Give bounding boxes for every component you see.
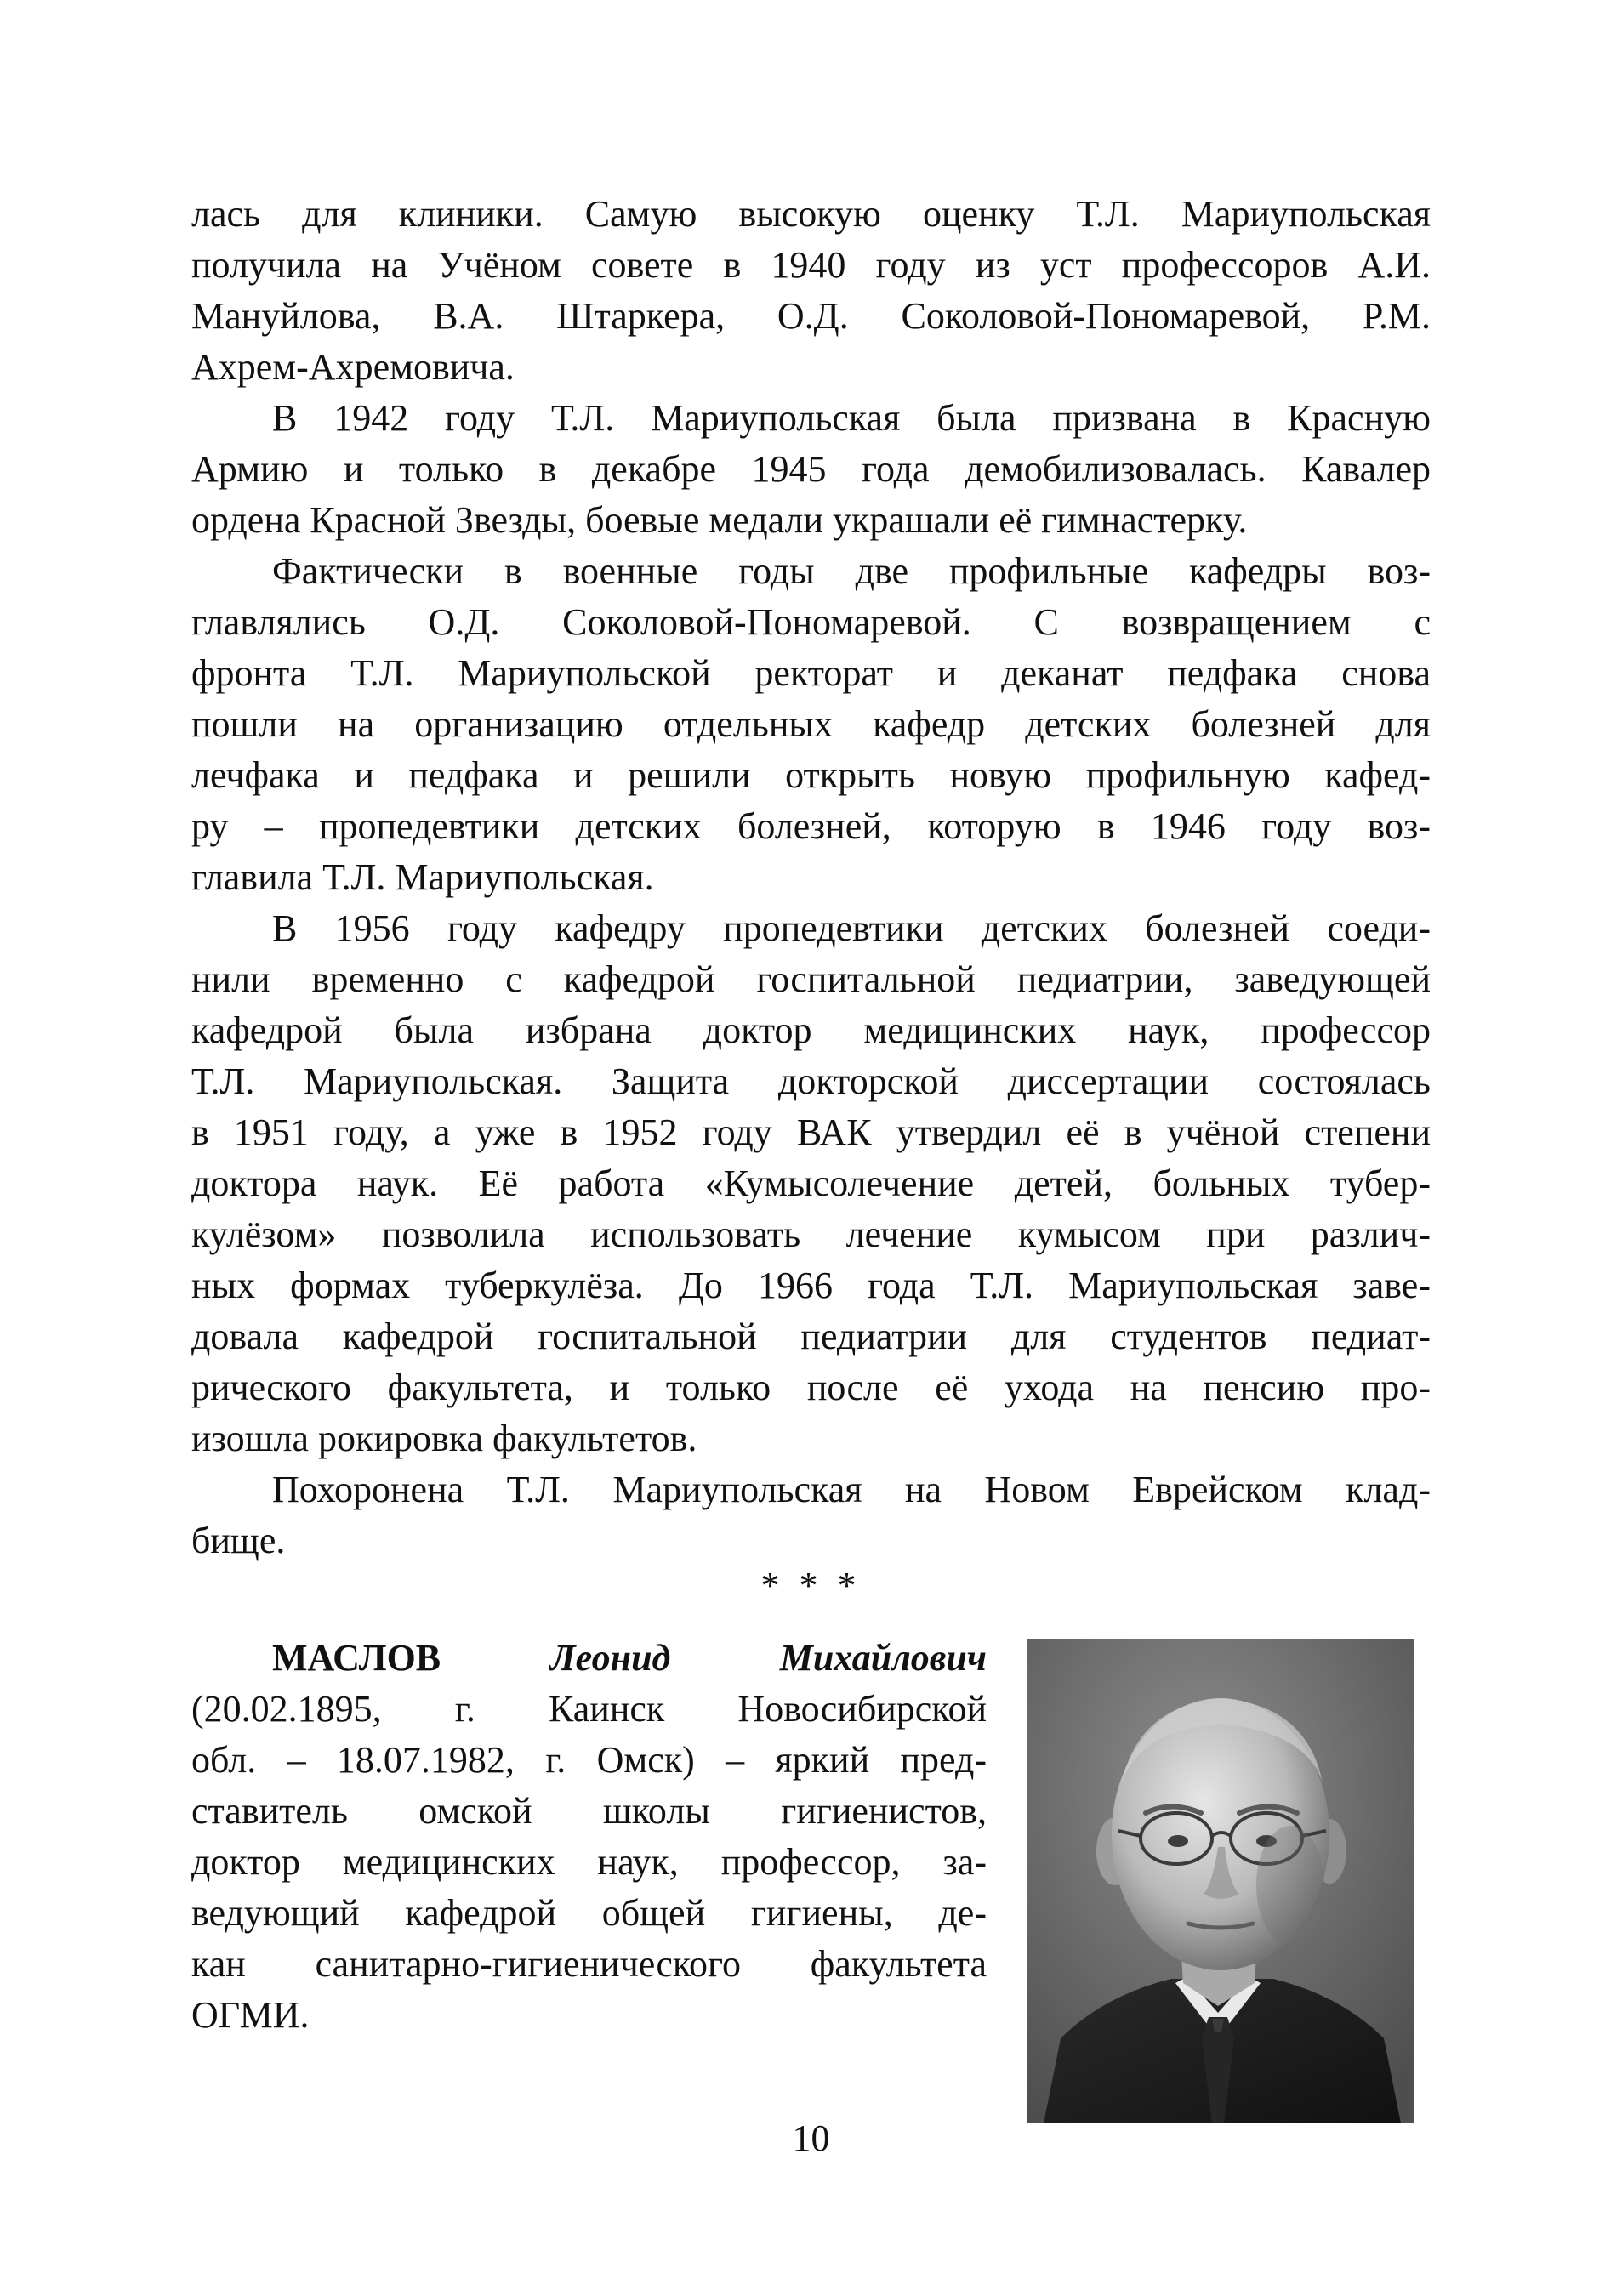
- portrait-photo: [1027, 1639, 1414, 2123]
- section-separator: * * *: [760, 1565, 862, 1606]
- text-line: нили временно с кафедрой госпитальной педиатрии, заведующей: [191, 958, 1431, 1000]
- text-line: главила Т.Л. Мариупольская.: [191, 856, 654, 898]
- text-line: Мануйлова, В.А. Штаркера, О.Д. Соколовой-Пономаревой, Р.М.: [191, 295, 1431, 337]
- text-line: Т.Л. Мариупольская. Защита докторской диссертации состоялась: [191, 1060, 1431, 1102]
- portrait-image: [1027, 1639, 1414, 2123]
- text-line: главлялись О.Д. Соколовой-Пономаревой. С возвращением с: [191, 601, 1431, 643]
- text-line: Похоронена Т.Л. Мариупольская на Новом Еврейском клад-: [272, 1469, 1431, 1510]
- paragraph-5: [191, 1464, 1431, 1566]
- paragraph-2: [191, 393, 1431, 546]
- text-line: ру – пропедевтики детских болезней, которую в 1946 году воз-: [191, 805, 1431, 847]
- text-line: пошли на организацию отдельных кафедр детских болезней для: [191, 703, 1431, 745]
- text-line: лечфака и педфака и решили открыть новую профильную кафед-: [191, 754, 1431, 796]
- text-line: доктора наук. Её работа «Кумысолечение детей, больных тубер-: [191, 1162, 1431, 1204]
- bio-line: ведующий кафедрой общей гигиены, де-: [191, 1892, 987, 1934]
- text-line: бище.: [191, 1520, 286, 1561]
- text-line: лась для клиники. Самую высокую оценку Т.Л. Мариупольская: [191, 193, 1431, 235]
- paragraph-4: [191, 903, 1431, 1464]
- text-line: рического факультета, и только после её ухода на пенсию про-: [191, 1367, 1431, 1408]
- text-line: в 1951 году, а уже в 1952 году ВАК утвердил её в учёной степени: [191, 1111, 1431, 1153]
- text-line: Ахрем-Ахремовича.: [191, 346, 515, 388]
- text-line: Армию и только в декабре 1945 года демобилизовалась. Кавалер: [191, 448, 1431, 490]
- main-text: [191, 189, 1431, 1566]
- bio-line: кан санитарно-гигиенического факультета: [191, 1943, 987, 1985]
- person-given-names: Леонид Михайлович: [549, 1637, 987, 1679]
- bio-line: ставитель омской школы гигиенистов,: [191, 1790, 987, 1832]
- text-line: ных формах туберкулёза. До 1966 года Т.Л. Мариупольская заве-: [191, 1265, 1431, 1306]
- text-line: В 1956 году кафедру пропедевтики детских болезней соеди-: [272, 907, 1431, 949]
- text-line: ордена Красной Звезды, боевые медали украшали её гимнастерку.: [191, 499, 1248, 541]
- biography-entry: [191, 1633, 987, 2041]
- person-surname: МАСЛОВ: [272, 1637, 441, 1679]
- text-line: довала кафедрой госпитальной педиатрии для студентов педиат-: [191, 1316, 1431, 1357]
- text-line: кулёзом» позволила использовать лечение кумысом при различ-: [191, 1213, 1431, 1255]
- bio-line: (20.02.1895, г. Каинск Новосибирской: [191, 1688, 987, 1730]
- text-line: Фактически в военные годы две профильные кафедры воз-: [272, 550, 1431, 592]
- text-line: изошла рокировка факультетов.: [191, 1418, 697, 1459]
- text-line: фронта Т.Л. Мариупольской ректорат и деканат педфака снова: [191, 652, 1431, 694]
- text-line: В 1942 году Т.Л. Мариупольская была призвана в Красную: [272, 397, 1431, 439]
- paragraph-1: [191, 189, 1431, 393]
- bio-line: обл. – 18.07.1982, г. Омск) – яркий пред-: [191, 1739, 987, 1781]
- text-line: получила на Учёном совете в 1940 году из уст профессоров А.И.: [191, 244, 1431, 286]
- text-line: кафедрой была избрана доктор медицинских наук, профессор: [191, 1009, 1431, 1051]
- bio-line: доктор медицинских наук, профессор, за-: [191, 1841, 987, 1883]
- paragraph-3: [191, 546, 1431, 903]
- page-number: 10: [792, 2117, 830, 2159]
- bio-line: ОГМИ.: [191, 1994, 310, 2036]
- bio-heading-line: [191, 1633, 987, 1684]
